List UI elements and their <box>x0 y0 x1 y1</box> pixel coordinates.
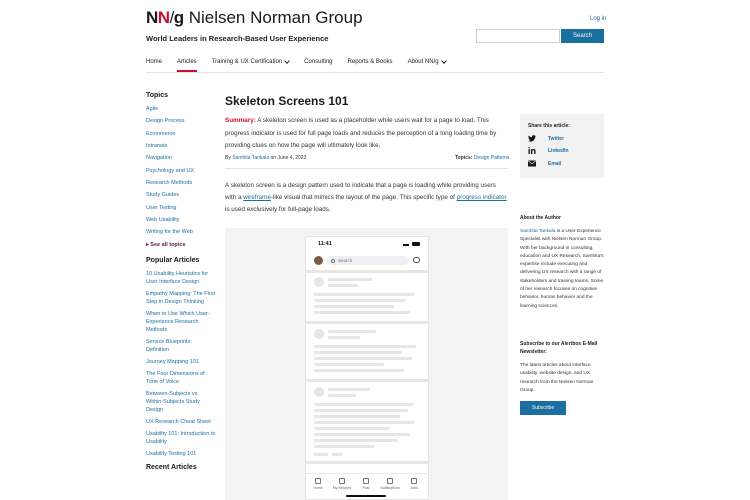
skeleton-line <box>328 388 370 391</box>
topic-link[interactable]: Psychology and UX <box>146 167 194 174</box>
skeleton-line <box>328 278 372 281</box>
nav-reports[interactable]: Reports & Books <box>347 59 393 65</box>
skeleton-line <box>314 299 406 302</box>
subscribe-button[interactable]: Subscribe <box>520 401 566 415</box>
phone-tab-bar <box>306 473 428 499</box>
topic-link[interactable]: Web Usability <box>146 217 180 224</box>
skeleton-avatar <box>314 387 324 397</box>
phone-search-placeholder: Search <box>338 257 353 263</box>
popular-article-link[interactable]: The Four Dimensions of Tone of Voice <box>146 370 205 385</box>
twitter-label: Twitter <box>548 135 565 142</box>
progress-indicator-link[interactable]: progress indicator <box>456 194 507 201</box>
article-topics: Topics: Design Patterns <box>455 155 510 161</box>
skeleton-line <box>332 453 342 456</box>
search-input[interactable] <box>476 29 560 43</box>
about-author-text: Samhita Tankala is a User Experience Specialist with Nielsen Norman Group. With her background in consulting, education and UX Research, Samhita's expertise include executing and delivering UX research with a range of stakeholders and training teams. Some of her research focuses on cognitive behavior, human behavior and the learning sciences. <box>520 229 604 309</box>
chevron-down-icon <box>284 58 290 64</box>
topic-link[interactable]: Navigation <box>146 155 172 162</box>
status-time: 11:41 <box>318 241 332 247</box>
logo-text: Nielsen Norman Group <box>188 8 363 27</box>
network-icon <box>339 478 345 484</box>
skeleton-line <box>328 336 360 339</box>
tagline: World Leaders in Research-Based User Experience <box>146 34 329 43</box>
tab-notifications: Notifications <box>378 478 402 490</box>
nav-about[interactable]: About NN/g <box>408 57 446 67</box>
skeleton-line <box>314 351 402 354</box>
byline: By Samhita Tankala on June 4, 2023 <box>225 155 307 161</box>
skeleton-line <box>314 409 408 412</box>
email-label: Email <box>548 160 562 167</box>
nav-consulting[interactable]: Consulting <box>304 59 333 65</box>
topic-link[interactable]: Design Process <box>146 118 185 125</box>
article-divider <box>225 168 508 169</box>
topic-link[interactable]: Research Methods <box>146 180 193 187</box>
share-box <box>520 114 604 178</box>
skeleton-line <box>314 403 414 406</box>
topic-link[interactable]: Study Guides <box>146 192 180 199</box>
phone-search-bar <box>327 256 409 265</box>
publish-date: on June 4, 2023 <box>269 155 307 161</box>
share-twitter[interactable] <box>528 135 564 142</box>
article-summary <box>225 115 508 153</box>
skeleton-line <box>314 453 328 456</box>
skeleton-line <box>314 427 390 430</box>
popular-article-link[interactable]: Between-Subjects vs. Within-Subjects Study Design <box>146 390 200 413</box>
nav-divider <box>146 72 604 73</box>
wireframe-link[interactable]: wireframe <box>243 194 271 201</box>
status-icons <box>403 242 420 246</box>
nav-training[interactable]: Training & UX Certification <box>212 57 289 67</box>
tab-post: Post <box>354 478 378 490</box>
newsletter-text: The latest articles about interface usability, website design, and UX research from the Nielsen Norman Group. <box>520 363 594 393</box>
about-author-heading: About the Author <box>520 215 561 221</box>
bell-icon <box>387 478 393 484</box>
popular-article-link[interactable]: Usability Testing 101 <box>146 450 197 457</box>
see-all-topics-link[interactable]: ▸ See all topics <box>146 241 186 248</box>
skeleton-avatar <box>314 277 324 287</box>
linkedin-label: LinkedIn <box>548 147 569 154</box>
popular-article-link[interactable]: Usability 101: Introduction to Usability <box>146 430 216 445</box>
popular-article-link[interactable]: Journey Mapping 101 <box>146 358 199 365</box>
article-body: A skeleton screen is a design pattern used to indicate that a page is loading while providing users with a wireframe-like visual that mimics the layout of the page. This specific type of progress indicator is used exclusively for full-page loads. <box>225 182 507 213</box>
skeleton-divider <box>306 321 428 324</box>
skeleton-line <box>314 363 384 366</box>
twitter-icon <box>528 135 536 142</box>
share-linkedin[interactable] <box>528 147 569 154</box>
popular-article-link[interactable]: Service Blueprints: Definition <box>146 338 192 353</box>
topic-link[interactable]: Ecommerce <box>146 130 176 137</box>
login-link[interactable]: Log in <box>590 16 607 22</box>
skeleton-line <box>328 330 376 333</box>
avatar <box>314 256 323 265</box>
skeleton-divider <box>306 461 428 464</box>
signal-icon <box>403 242 409 246</box>
skeleton-line <box>314 345 416 348</box>
topic-link[interactable]: User Testing <box>146 204 177 211</box>
tab-home: Home <box>306 478 330 490</box>
popular-article-link[interactable]: Empathy Mapping: The First Step in Design Thinking <box>146 290 215 305</box>
briefcase-icon <box>411 478 417 484</box>
logo-mark: NN/g <box>146 8 184 27</box>
skeleton-avatar <box>314 329 324 339</box>
skeleton-line <box>328 394 356 397</box>
skeleton-line <box>314 369 404 372</box>
popular-article-link[interactable]: UX Research Cheat Sheet <box>146 418 211 425</box>
summary-label: Summary: <box>225 117 256 124</box>
message-icon <box>413 257 420 263</box>
about-author-link[interactable]: Samhita Tankala <box>520 229 556 234</box>
topic-link[interactable]: Agile <box>146 106 159 112</box>
tab-jobs: Jobs <box>402 478 426 490</box>
search-icon <box>331 259 335 263</box>
skeleton-line <box>314 357 412 360</box>
logo[interactable] <box>146 8 363 28</box>
topic-link[interactable]: Intranets <box>146 143 168 150</box>
topic-link[interactable]: Writing for the Web <box>146 229 193 236</box>
chevron-down-icon <box>441 58 447 64</box>
tab-my-network: My Network <box>330 478 354 490</box>
article-title: Skeleton Screens 101 <box>225 94 349 108</box>
topic-tag-link[interactable]: Design Patterns <box>473 155 510 161</box>
skeleton-line <box>314 305 394 308</box>
skeleton-line <box>328 284 358 287</box>
share-email[interactable] <box>528 160 561 167</box>
skeleton-line <box>314 421 414 424</box>
home-indicator <box>346 495 386 497</box>
email-icon <box>528 160 536 167</box>
skeleton-line <box>314 439 398 442</box>
skeleton-line <box>314 311 410 314</box>
skeleton-line <box>314 293 414 296</box>
skeleton-line <box>314 445 374 448</box>
skeleton-line <box>314 415 400 418</box>
summary-text: A skeleton screen is used as a placeholder while users wait for a page to load. This progress indicator is used for full page loads and reduces the perception of a long loading time by providing clues on how the page will ultimately look like. <box>225 117 497 149</box>
popular-article-link[interactable]: 10 Usability Heuristics for User Interface Design <box>146 270 209 285</box>
home-icon <box>315 478 321 484</box>
share-heading: Share this article: <box>528 123 570 129</box>
popular-articles-heading: Popular Articles <box>146 256 200 264</box>
recent-articles-heading: Recent Articles <box>146 463 197 471</box>
nav-articles[interactable]: Articles <box>177 59 197 65</box>
search-button[interactable]: Search <box>561 29 604 43</box>
skeleton-divider <box>306 379 428 382</box>
plus-icon <box>363 478 369 484</box>
main-nav <box>146 57 461 67</box>
popular-article-link[interactable]: When to Use Which User-Experience Research Methods <box>146 310 210 333</box>
skeleton-divider <box>306 270 428 273</box>
phone-mockup <box>305 236 429 500</box>
linkedin-icon <box>528 147 536 154</box>
nav-home[interactable]: Home <box>146 59 163 65</box>
topics-heading: Topics <box>146 92 169 99</box>
sidebar <box>146 92 216 471</box>
article-figure <box>225 228 508 500</box>
battery-icon <box>412 242 420 246</box>
author-link[interactable]: Samhita Tankala <box>232 155 270 161</box>
skeleton-line <box>314 433 410 436</box>
newsletter-heading: Subscribe to our Alertbox E-Mail Newsletter: <box>520 341 598 356</box>
